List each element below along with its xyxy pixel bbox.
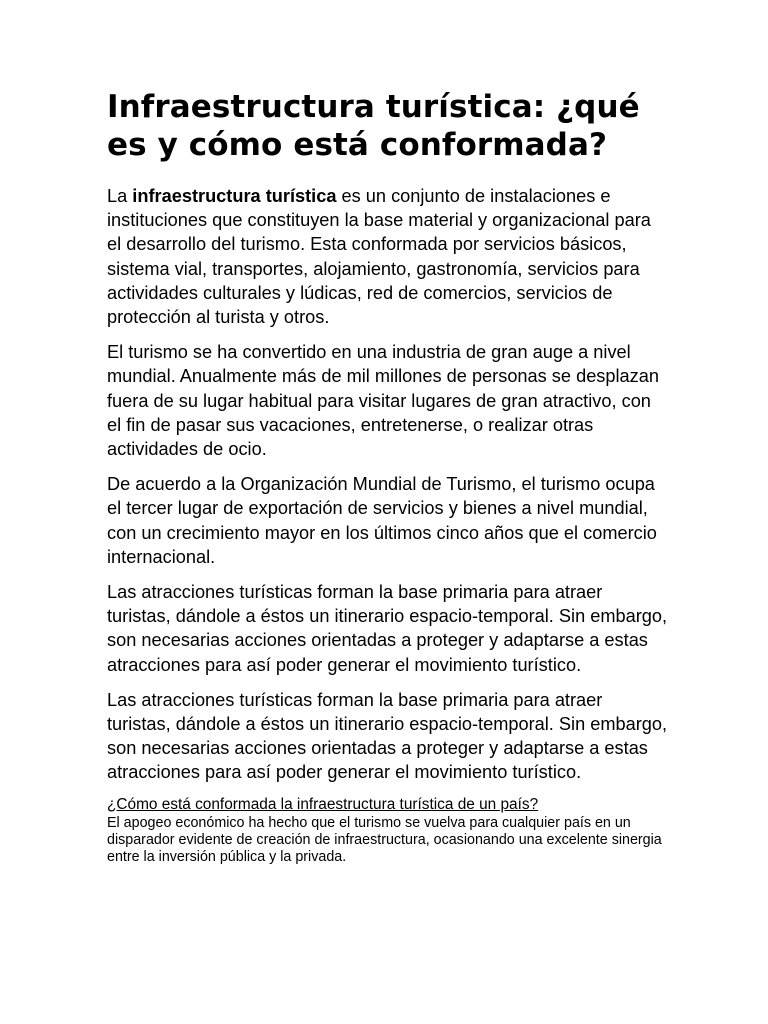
body-paragraph: Las atracciones turísticas forman la base primaria para atraer turistas, dándole a éstos un itinerario espacio-temporal. Sin embargo, son necesarias acciones orientadas a proteger y adaptarse a estas atracciones para así poder generar el movimiento turístico.: [107, 689, 668, 783]
section-subheading: ¿Cómo está conformada la infraestructura turística de un país?: [107, 795, 539, 813]
intro-text-before: La: [107, 186, 133, 206]
body-paragraph: Las atracciones turísticas forman la base primaria para atraer turistas, dándole a éstos un itinerario espacio-temporal. Sin embargo, son necesarias acciones orientadas a proteger y adaptarse a estas atracciones para así poder generar el movimiento turístico.: [107, 582, 668, 675]
closing-paragraph: El apogeo económico ha hecho que el turismo se vuelva para cualquier país en un disparador evidente de creación de infraestructura, ocasionando una excelente sinergia entre la inversión pública y la privada.: [107, 814, 662, 866]
intro-paragraph: [107, 184, 668, 329]
body-paragraph: De acuerdo a la Organización Mundial de Turismo, el turismo ocupa el tercer lugar de exportación de servicios y bienes a nivel mundial, con un crecimiento mayor en los últimos cinco años que el comercio internacional.: [107, 474, 657, 567]
page-title: Infraestructura turística: ¿qué es y cómo está conformada?: [107, 89, 640, 163]
intro-text-after: es un conjunto de instalaciones e instituciones que constituyen la base material y organizacional para el desarrollo del turismo. Esta conformada por servicios básicos, sistema vial, transportes, alojamiento, gastronomía, servicios para actividades culturales y lúdicas, red de comercios, servicios de protección al turista y otros.: [107, 186, 651, 328]
intro-bold-term: infraestructura turística: [132, 186, 337, 206]
body-paragraph: El turismo se ha convertido en una industria de gran auge a nivel mundial. Anualmente más de mil millones de personas se desplazan fuera de su lugar habitual para visitar lugares de gran atractivo, con el fin de pasar sus vacaciones, entretenerse, o realizar otras actividades de ocio.: [107, 342, 659, 460]
